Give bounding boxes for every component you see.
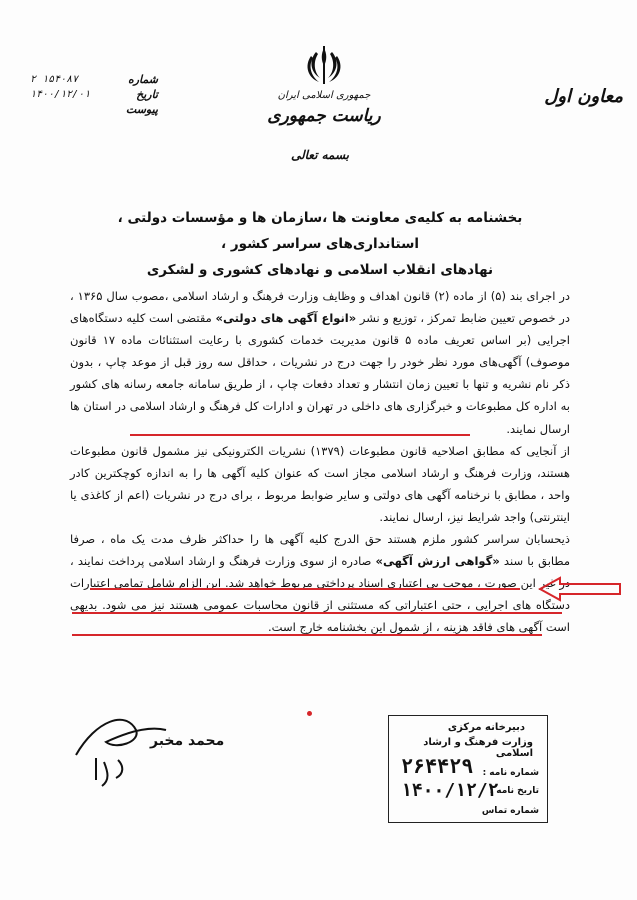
paragraph-1-emphasis: «انواع آگهی های دولتی» xyxy=(215,311,357,326)
paragraph-2: از آنجایی که مطابق اصلاحیه قانون مطبوعات (۱۳۷۹) نشریات الکترونیکی نیز مشمول قانون مطبوعات هستند، وزارت فرهنگ و ارشاد اسلامی مجاز است که عنوان کلیه آگهی ها را به اندازه کوچکترین کادر واحد ، مطابق با نرخنامه آگهی های دولتی و سایر ضوابط مربوط ، برای درج در نشریات (اعم از کاغذی یا اینترنتی) واجد شرایط نیز، ارسال نمایند. xyxy=(70,443,570,524)
letter-meta xyxy=(30,72,158,117)
paragraph-1 xyxy=(70,285,570,440)
letter-date-label: تاریخ xyxy=(136,88,158,101)
paragraph-3-part-a: ذیحسابان سراسر کشور ملزم هستند حق الدرج کلیه آگهی ها را حداکثر ظرف مدت یک ماه ، صرفا مطابق با سند xyxy=(70,532,570,569)
recipient-line-2: نهادهای انقلاب اسلامی و نهادهای کشوری و لشکری xyxy=(146,262,494,278)
red-underline-1 xyxy=(130,434,470,436)
stamp-number-label: شماره نامه : xyxy=(482,768,539,778)
red-underline-2 xyxy=(90,588,520,590)
iran-emblem-icon xyxy=(300,42,348,90)
stamp-date-label: تاریخ نامه : xyxy=(489,786,539,796)
red-underline-4 xyxy=(72,634,542,636)
letter-number-row xyxy=(30,72,158,87)
red-dot xyxy=(307,711,312,716)
paragraph-1-part-b: مقتضی است کلیه دستگاه‌های اجرایی (بر اساس تعریف ماده ۵ قانون مدیریت خدمات کشوری با رعایت استثنائات ماده ۱۷ قانون موصوف) آگهی‌های مورد نظر خودر را جهت درج در نشریات ، حداقل سه روز قبل از موعد چاپ ، بدون ذکر نام نشریه و تنها با تعیین زمان انتشار و تعداد دفعات چاپ ، از طریق سامانه جامعه رسانه های کشور به اداره کل مطبوعات و خبرگزاری های داخلی در تهران و ادارات کل فرهنگ و ارشاد اسلامی در استان ها ارسال نمایند. xyxy=(70,311,570,436)
stamp-contact-label: شماره تماس xyxy=(481,806,539,816)
recipient-line-1: بخشنامه به کلیه‌ی معاونت ها ،سازمان ها و مؤسسات دولتی ، استانداری‌های سراسر کشور ، xyxy=(117,210,523,252)
red-arrow-icon xyxy=(538,576,622,602)
presidency-name: ریاست جمهوری xyxy=(267,106,381,126)
stamp-date-value: ۱۴۰۰/۱۲/۲ xyxy=(401,780,499,801)
registry-stamp xyxy=(388,715,548,823)
stamp-ministry: وزارت فرهنگ و ارشاد اسلامی xyxy=(423,737,533,759)
letter-attachment-label: پیوست xyxy=(125,103,158,116)
paragraph-1-part-a: در اجرای بند (۵) از ماده (۲) قانون اهداف و وظایف وزارت فرهنگ و ارشاد اسلامی ،مصوب سال ۱۳۶۵ ، در خصوص تعیین ضابط تمرکز ، توزیع و نشر xyxy=(70,289,571,326)
signer-name: محمد مخبر xyxy=(150,733,225,749)
paragraph-3 xyxy=(70,528,570,638)
letter-number-value: ۱۵۴۰۸۷ ۲ xyxy=(30,74,79,85)
paragraph-3-emphasis: «گواهی ارزش آگهی» xyxy=(375,554,500,569)
letter-body xyxy=(70,285,570,639)
republic-name: جمهوری اسلامی ایران xyxy=(277,90,371,101)
red-underline-3 xyxy=(72,612,562,614)
stamp-office: دبیرخانه مرکزی xyxy=(447,722,525,733)
letter-attachment-row xyxy=(30,102,158,117)
bismillah: بسمه تعالی xyxy=(290,148,350,162)
letter-date-row xyxy=(30,87,158,102)
recipient-heading xyxy=(70,205,570,283)
paragraph-3-part-b: صادره از سوی وزارت فرهنگ و ارشاد اسلامی پرداخت نمایند ، در غیر این صورت ، موجب بی اعتباری اسناد پرداختی مربوط خواهد شد. این الزام شامل تمامی اعتبارات دستگاه های اجرایی ، حتی اعتباراتی که مستثنی از قانون محاسبات عمومی هستند نیز می شود. بدیهی است آگهی های فاقد هزینه ، از شمول این بخشنامه خارج است. xyxy=(70,554,570,635)
letter-date-value: ۱۴۰۰/۱۲/۰۱ xyxy=(30,89,91,100)
stamp-number-value: ۲۶۴۴۲۹ xyxy=(401,754,474,778)
sender-title: معاون اول xyxy=(544,86,623,107)
letter-number-label: شماره xyxy=(127,73,158,86)
